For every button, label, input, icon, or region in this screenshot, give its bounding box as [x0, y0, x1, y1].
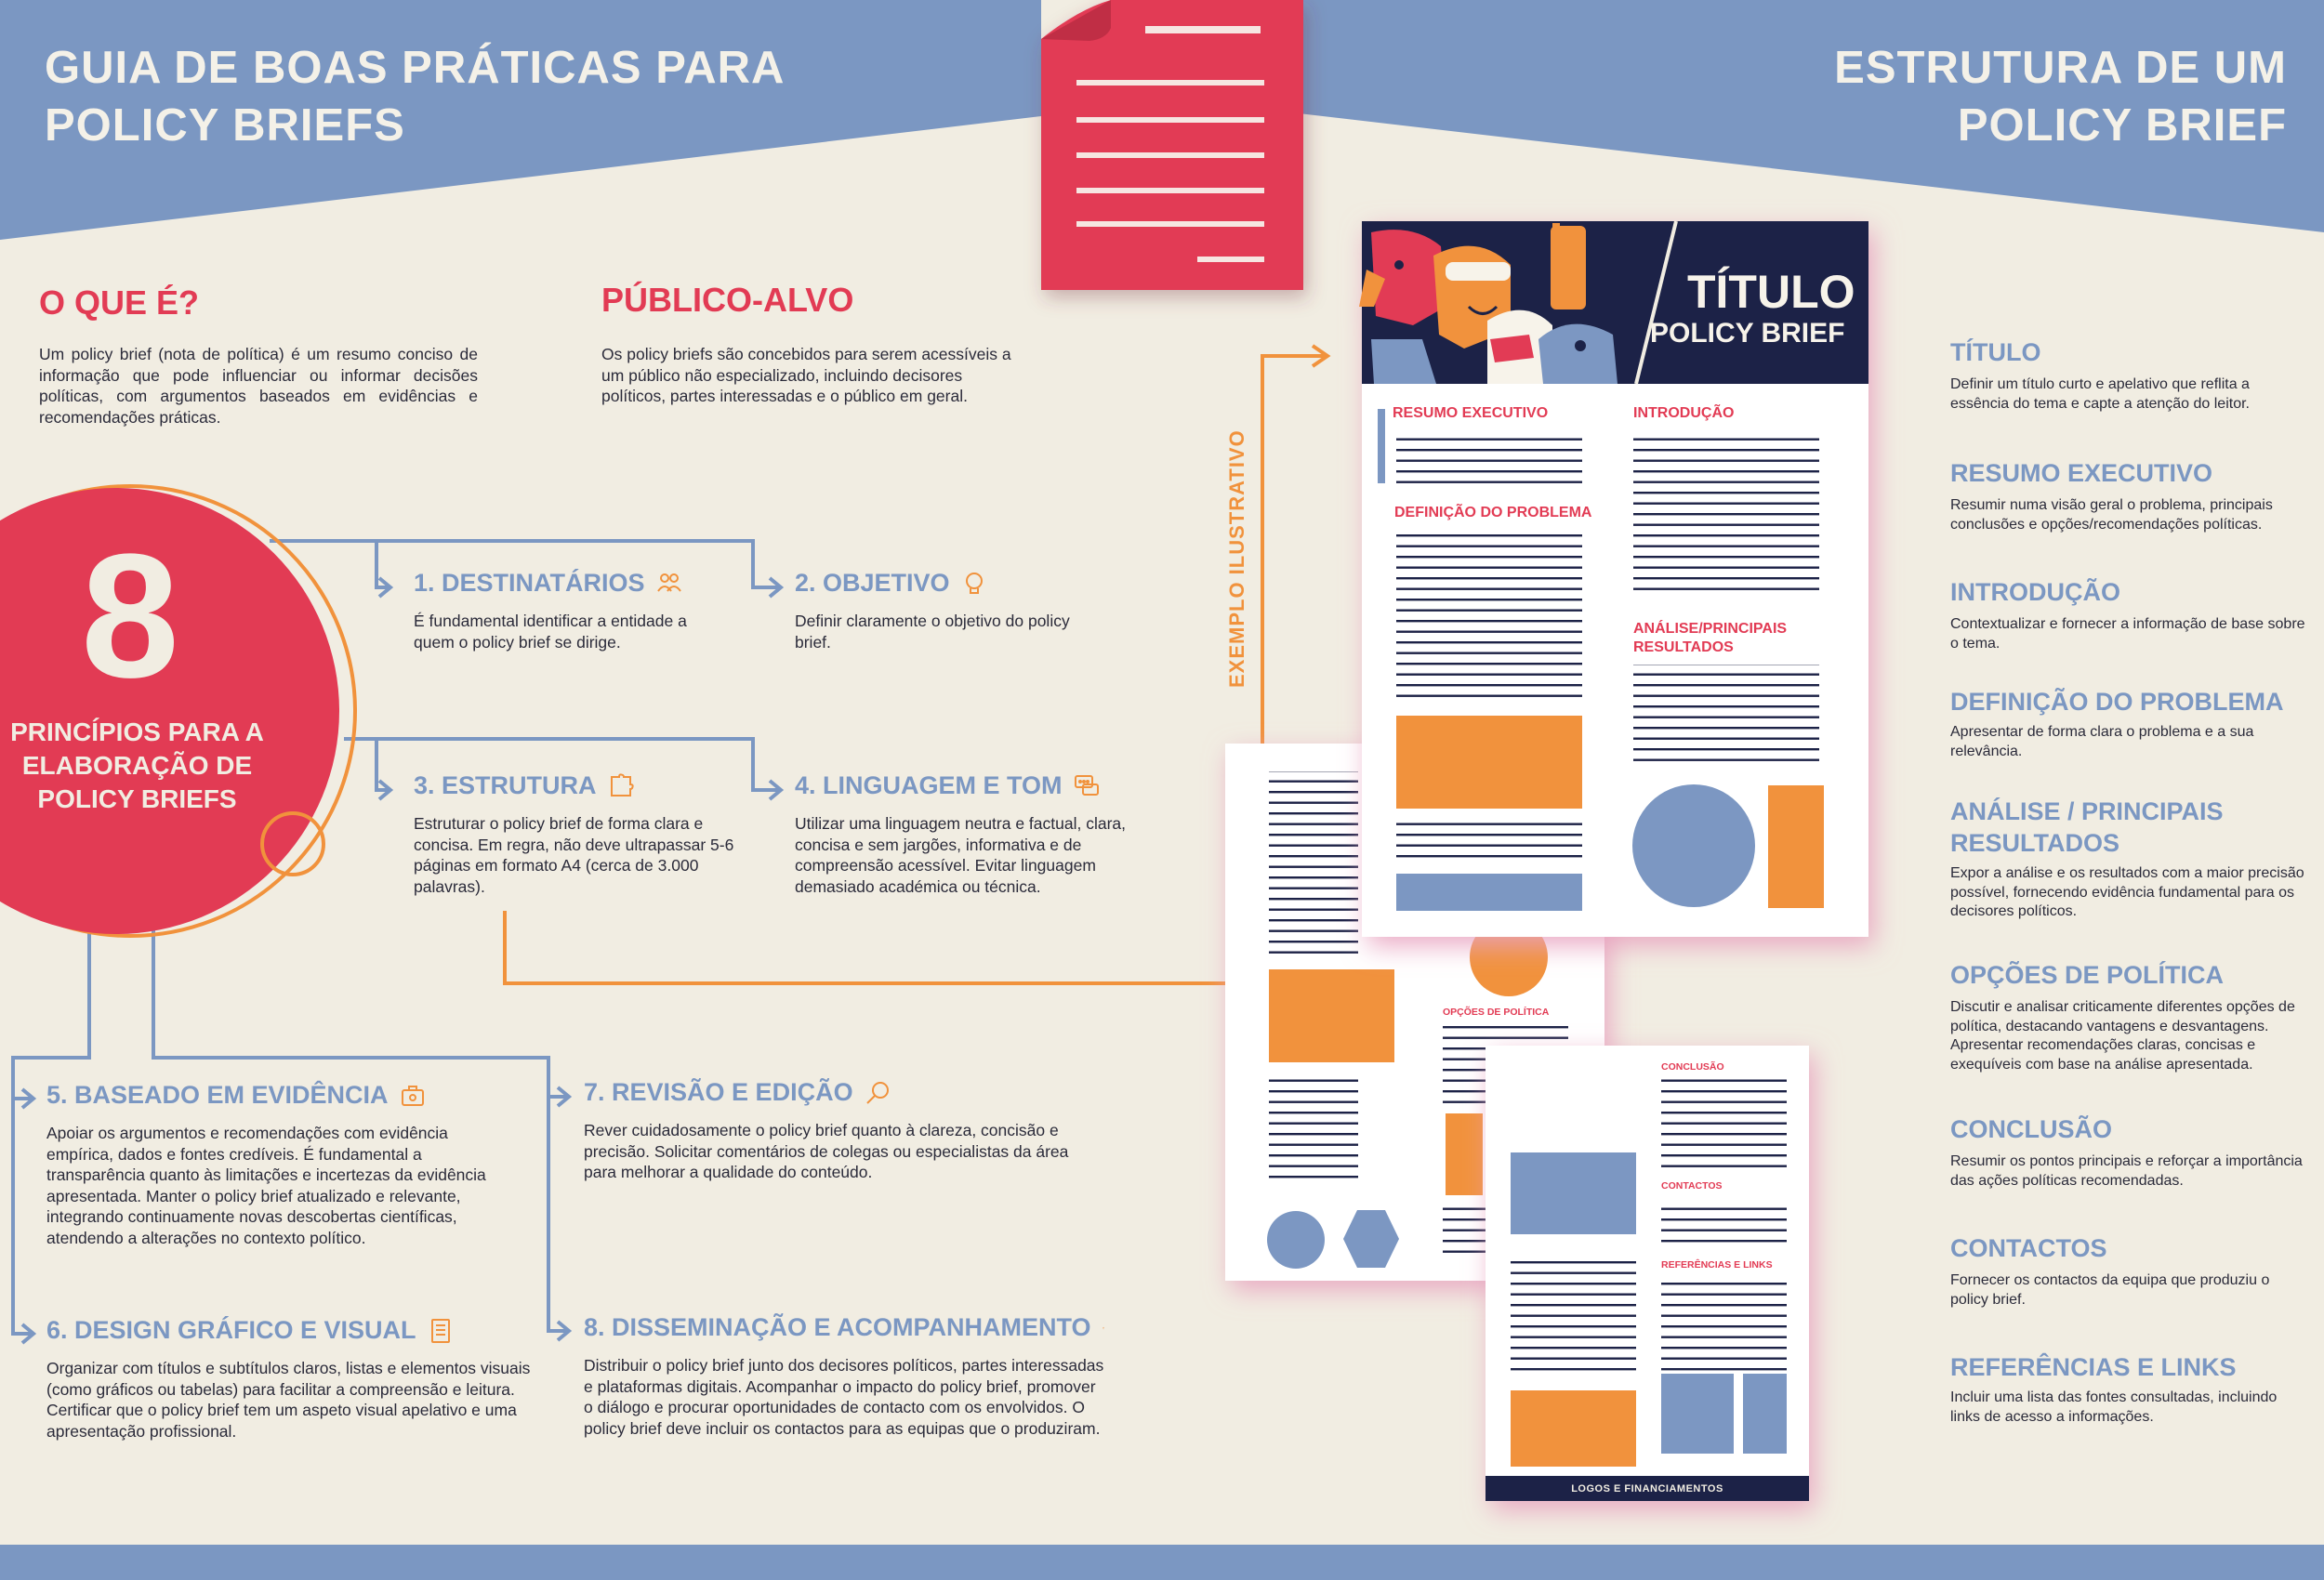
- principle-3-body: Estruturar o policy brief de forma clara e concisa. Em regra, não deve ultrapassar 5-6 páginas em formato A4 (cerca de 3.000 palavras).: [414, 814, 734, 896]
- structure-body: Fornecer os contactos da equipa que produziu o policy brief.: [1950, 1272, 2270, 1308]
- what-body: Um policy brief (nota de política) é um resumo conciso de informação que pode influenciar ou informar decisões políticas, com argumentos baseados em evidências e recomendações práticas.: [39, 345, 478, 427]
- left-header-title: [45, 39, 785, 154]
- principle-7: [584, 1078, 1086, 1183]
- structure-title: REFERÊNCIAS E LINKS: [1950, 1353, 2237, 1381]
- principle-6: [46, 1316, 553, 1442]
- structure-item: [1950, 1232, 2308, 1351]
- structure-body: Resumir os pontos principais e reforçar a importância das ações políticas recomendadas.: [1950, 1153, 2303, 1189]
- principle-2: [795, 569, 1102, 652]
- structure-item: [1950, 686, 2308, 796]
- principles-label-line-2: ELABORAÇÃO DE: [21, 751, 253, 780]
- doc-introducao-label: INTRODUÇÃO: [1633, 405, 1735, 421]
- principle-8-body: Distribuir o policy brief junto dos decisores políticos, partes interessadas e plataformas digitais. Acompanhar o impacto do policy brief, promover o diálogo e procurar oportunidades de contacto com os envolvidos. O policy brief deve incluir os contactos para as equipas que o produziram.: [584, 1356, 1104, 1438]
- puzzle-icon: [608, 773, 634, 799]
- structure-body: Expor a análise e os resultados com a maior precisão possível, fornecendo evidência fundamental para os decisores políticos.: [1950, 865, 2304, 919]
- structure-item: [1950, 336, 2308, 457]
- principle-2-body: Definir claramente o objetivo do policy brief.: [795, 612, 1070, 652]
- left-header-line-2: POLICY BRIEFS: [45, 100, 405, 151]
- footer-band: [0, 1545, 2324, 1580]
- document-icon: [1041, 0, 1303, 290]
- briefcase-icon: [400, 1083, 426, 1109]
- principles-count: 8: [81, 518, 179, 715]
- principle-1-title: 1. DESTINATÁRIOS: [414, 569, 645, 597]
- principles-label-line-3: POLICY BRIEFS: [37, 784, 237, 813]
- structure-item: [1950, 1113, 2308, 1232]
- principles-label: [0, 716, 274, 816]
- structure-item: [1950, 576, 2308, 686]
- structure-item: [1950, 1351, 2308, 1427]
- principle-6-title: 6. DESIGN GRÁFICO E VISUAL: [46, 1316, 416, 1344]
- structure-title: ANÁLISE / PRINCIPAIS RESULTADOS: [1950, 797, 2224, 857]
- doc-contactos-label: CONTACTOS: [1661, 1180, 1723, 1192]
- doc-resumo-label: RESUMO EXECUTIVO: [1393, 405, 1549, 421]
- doc-subtitle: POLICY BRIEF: [1650, 318, 1845, 349]
- doc-analise-label: [1633, 620, 1787, 657]
- structure-title: OPÇÕES DE POLÍTICA: [1950, 961, 2225, 989]
- structure-body: Incluir uma lista das fontes consultadas, incluindo links de acesso a informações.: [1950, 1389, 2278, 1425]
- principle-8: [584, 1313, 1104, 1439]
- chat-icon: [1074, 773, 1100, 799]
- audience-body: Os policy briefs são concebidos para serem acessíveis a um público não especializado, incluindo decisores políticos, partes interessadas e o público em geral.: [601, 345, 1011, 405]
- structure-title: TÍTULO: [1950, 338, 2041, 366]
- principle-5: [46, 1081, 493, 1248]
- calendar-icon: [1103, 1315, 1104, 1341]
- right-header-line-2: POLICY BRIEF: [1957, 100, 2287, 151]
- right-header-line-1: ESTRUTURA DE UM: [1834, 43, 2287, 93]
- structure-body: Discutir e analisar criticamente diferentes opções de política, destacando vantagens e desvantagens. Apresentar recomendações claras, concisas e exequíveis com base na análise apresentada.: [1950, 999, 2295, 1073]
- principles-label-line-1: PRINCÍPIOS PARA A: [10, 718, 264, 746]
- principle-4-title: 4. LINGUAGEM E TOM: [795, 771, 1063, 799]
- doc-conclusao-label: CONCLUSÃO: [1661, 1061, 1724, 1073]
- doc-opcoes-label: OPÇÕES DE POLÍTICA: [1443, 1007, 1550, 1018]
- doc-title: TÍTULO: [1687, 266, 1855, 318]
- principle-2-title: 2. OBJETIVO: [795, 569, 950, 597]
- principle-5-title: 5. BASEADO EM EVIDÊNCIA: [46, 1081, 389, 1109]
- principle-5-body: Apoiar os argumentos e recomendações com evidência empírica, dados e fontes credíveis. É fundamental a transparência quanto às limitações e incertezas da evidência apresentada. Manter o policy brief atualizado e relevante, integrando continuamente novas descobertas científicas, atendendo a alterações no contexto político.: [46, 1124, 486, 1247]
- structure-title: CONCLUSÃO: [1950, 1115, 2112, 1143]
- lightbulb-icon: [961, 571, 987, 597]
- audience-title: PÚBLICO-ALVO: [601, 281, 854, 319]
- principle-7-title: 7. REVISÃO E EDIÇÃO: [584, 1078, 853, 1106]
- structure-body: Apresentar de forma clara o problema e a sua relevância.: [1950, 724, 2254, 759]
- people-icon: [656, 571, 682, 597]
- principle-8-title: 8. DISSEMINAÇÃO E ACOMPANHAMENTO: [584, 1313, 1091, 1341]
- structure-body: Resumir numa visão geral o problema, principais conclusões e opções/recomendações políticas.: [1950, 497, 2273, 533]
- doc-definicao-label: DEFINIÇÃO DO PROBLEMA: [1394, 505, 1592, 520]
- principle-4-body: Utilizar uma linguagem neutra e factual, clara, concisa e sem jargões, informativa e de compreensão acessível. Evitar linguagem demasiado académica ou técnica.: [795, 814, 1127, 896]
- structure-item: [1950, 457, 2308, 576]
- structure-item: [1950, 959, 2308, 1113]
- page-3: [1486, 1046, 1809, 1501]
- principle-7-body: Rever cuidadosamente o policy brief quanto à clareza, concisão e precisão. Solicitar comentários de colegas ou especialistas da área para melhorar a qualidade do conteúdo.: [584, 1121, 1069, 1181]
- structure-list: [1950, 336, 2308, 1427]
- structure-title: DEFINIÇÃO DO PROBLEMA: [1950, 688, 2284, 716]
- document-small-icon: [428, 1318, 454, 1344]
- doc-referencias-label: REFERÊNCIAS E LINKS: [1661, 1259, 1773, 1271]
- doc-analise-line-1: ANÁLISE/PRINCIPAIS: [1633, 621, 1788, 637]
- magnifier-icon: [865, 1080, 891, 1106]
- structure-body: Definir um título curto e apelativo que reflita a essência do tema e capte a atenção do leitor.: [1950, 376, 2250, 412]
- principle-3-title: 3. ESTRUTURA: [414, 771, 597, 799]
- doc-footer-label: LOGOS E FINANCIAMENTOS: [1571, 1483, 1723, 1494]
- principle-4: [795, 771, 1148, 897]
- doc-analise-line-2: RESULTADOS: [1633, 639, 1734, 655]
- right-header-title: [1834, 39, 2287, 154]
- structure-title: RESUMO EXECUTIVO: [1950, 459, 2213, 487]
- principle-1-body: É fundamental identificar a entidade a quem o policy brief se dirige.: [414, 612, 687, 652]
- left-header-line-1: GUIA DE BOAS PRÁTICAS PARA: [45, 43, 786, 93]
- structure-title: CONTACTOS: [1950, 1234, 2107, 1262]
- structure-item: [1950, 796, 2308, 959]
- principle-3: [414, 771, 762, 897]
- principle-1: [414, 569, 720, 652]
- principle-6-body: Organizar com títulos e subtítulos claros, listas e elementos visuais (como gráficos ou tabelas) para facilitar a compreensão e leitura. Certificar que o policy brief tem um aspeto visual apelativo e uma apresentação profissional.: [46, 1359, 531, 1441]
- example-label: EXEMPLO ILUSTRATIVO: [1225, 429, 1248, 688]
- what-title: O QUE É?: [39, 283, 200, 322]
- structure-body: Contextualizar e fornecer a informação de base sobre o tema.: [1950, 616, 2305, 652]
- structure-title: INTRODUÇÃO: [1950, 578, 2120, 606]
